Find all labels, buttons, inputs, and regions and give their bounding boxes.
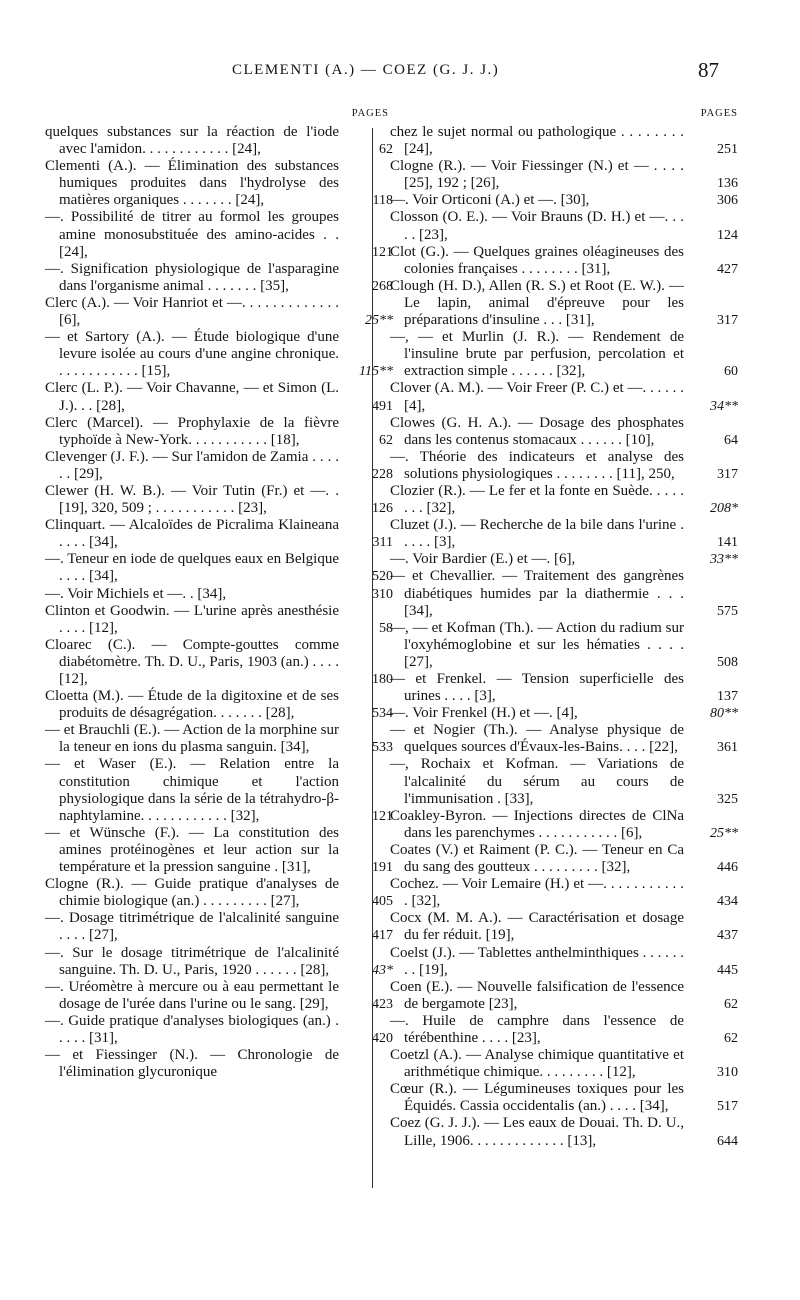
entry-page-number: 80** [710, 706, 738, 722]
entry-page-number: 405 [372, 894, 393, 910]
entry-text: —. Voir Orticoni (A.) et —. [30], [390, 192, 590, 209]
entry-page-number: 491 [372, 398, 393, 414]
entry-page-number: 180 [372, 672, 393, 687]
entry-page-number: 60 [724, 364, 738, 380]
entry-page-number: 62 [724, 996, 738, 1012]
index-entry [390, 380, 740, 414]
entry-page-number: 306 [717, 193, 738, 209]
entry-text: —. Teneur en iode de quelques eaux en Belgique . . . . [34], [45, 551, 339, 585]
entry-text: Cloetta (M.). — Étude de la digitoxine et de ses produits de désagrégation. . . . . . . [28], [45, 688, 339, 722]
index-entry [390, 945, 740, 979]
entry-text: — et Frenkel. — Tension superficielle des urines . . . . [3], [390, 671, 684, 705]
index-entry [390, 124, 740, 158]
entry-text: — et Waser (E.). — Relation entre la constitution chimique et l'action physiologique dans la série de la tétrahydro-β-naphtylamine. . . . . . . . . . . . [32], [45, 756, 339, 824]
right-column [390, 108, 740, 1150]
index-entry [390, 671, 740, 705]
index-entry [45, 415, 395, 449]
entry-text: Coetzl (A.). — Analyse chimique quantitative et arithmétique chimique. . . . . . . . . [12], [390, 1047, 684, 1081]
index-entry [45, 1013, 395, 1047]
index-entry [390, 620, 740, 671]
pages-label: PAGES [700, 108, 738, 119]
entry-page-number: 62 [379, 142, 393, 158]
index-entry [390, 551, 740, 568]
index-entry [45, 124, 395, 158]
index-entry [45, 945, 395, 979]
entry-page-number: 62 [724, 1030, 738, 1046]
index-entry [45, 551, 395, 585]
index-entry [390, 1115, 740, 1149]
entry-page-number: 575 [717, 603, 738, 619]
index-entry [390, 842, 740, 876]
index-entry [390, 876, 740, 910]
index-entry [390, 910, 740, 944]
entry-text: Clewer (H. W. B.). — Voir Tutin (Fr.) et —. . [19], 320, 509 ; . . . . . . . . . . . [23], [45, 482, 339, 517]
entry-page-number: 25** [365, 313, 393, 329]
entry-text: —. Guide pratique d'analyses biologiques (an.) . . . . . [31], [45, 1012, 339, 1046]
entry-page-number: 118 [372, 193, 393, 209]
index-entry [390, 244, 740, 278]
entry-page-number: 115** [359, 364, 393, 380]
entry-text: Clerc (A.). — Voir Hanriot et —. . . . . . . . . . . . . [6], [45, 294, 339, 329]
entry-text: Cocx (M. M. A.). — Caractérisation et dosage du fer réduit. [19], [390, 910, 684, 944]
entry-page-number: 121 [372, 244, 393, 260]
entry-text: Cœur (R.). — Légumineuses toxiques pour les Équidés. Cassia occidentalis (an.) . . . . [34], [390, 1081, 684, 1115]
entry-text: Clowes (G. H. A.). — Dosage des phosphates dans les contenus stomacaux . . . . . . [10], [390, 414, 684, 448]
entry-page-number: 33** [710, 552, 738, 568]
entry-text: — et Fiessinger (N.). — Chronologie de l'élimination glycuronique [45, 1047, 339, 1081]
index-entry [45, 449, 395, 483]
index-entry [45, 910, 395, 944]
entry-text: —, — et Kofman (Th.). — Action du radium sur l'oxyhémoglobine et sur les hématies . . . . [27], [390, 619, 684, 670]
entry-text: Coen (E.). — Nouvelle falsification de l'essence de bergamote [23], [390, 978, 684, 1012]
entry-page-number: 423 [372, 996, 393, 1012]
running-head: CLEMENTI (A.) — COEZ (G. J. J.) [232, 62, 500, 78]
index-entry [45, 295, 395, 329]
entry-page-number: 62 [379, 432, 393, 448]
index-entry [45, 756, 395, 824]
entry-page-number: 310 [372, 586, 393, 602]
index-entry [390, 722, 740, 756]
entry-text: Clogne (R.). — Guide pratique d'analyses de chimie biologique (an.) . . . . . . . . . [27], [45, 876, 339, 910]
running-header [0, 58, 800, 92]
entry-text: — et Chevallier. — Traitement des gangrènes diabétiques humides par la diathermie . . . [34], [390, 568, 684, 619]
index-entry [45, 483, 395, 517]
entry-text: Clough (H. D.), Allen (R. S.) et Root (E. W.). — Le lapin, animal d'épreuve pour les préparations d'insuline . . . [31], [390, 277, 684, 329]
entry-text: Closson (O. E.). — Voir Brauns (D. H.) et —. . . . . [23], [390, 209, 684, 243]
entry-text: Coakley-Byron. — Injections directes de ClNa dans les parenchymes . . . . . . . . . . . [6], [390, 807, 684, 841]
entry-page-number: 437 [717, 928, 738, 944]
entry-text: Cloarec (C.). — Compte-gouttes comme diabétomètre. Th. D. U., Paris, 1903 (an.) . . . . [12], [45, 636, 339, 687]
index-entry [390, 1013, 740, 1047]
index-entry [45, 380, 395, 414]
entry-text: Clot (G.). — Quelques graines oléagineuses des colonies françaises . . . . . . . . [31], [390, 243, 684, 277]
entry-page-number: 317 [717, 466, 738, 482]
entry-text: —. Théorie des indicateurs et analyse des solutions physiologiques . . . . . . . . [11], 250, [390, 448, 684, 482]
entry-text: — et Sartory (A.). — Étude biologique d'une levure isolée au cours d'une angine chronique. . . . . . . . . . . . [15], [45, 329, 339, 380]
entry-text: quelques substances sur la réaction de l'iode avec l'amidon. . . . . . . . . . . . [24], [45, 124, 339, 158]
entry-page-number: 64 [724, 432, 738, 448]
index-entry [45, 261, 395, 295]
entry-page-number: 533 [372, 740, 393, 756]
index-entry [390, 278, 740, 329]
index-entry [390, 808, 740, 842]
entry-text: —. Voir Bardier (E.) et —. [6], [390, 551, 576, 568]
entry-page-number: 434 [717, 894, 738, 910]
entry-text: Coelst (J.). — Tablettes anthelminthiques . . . . . . . . [19], [390, 944, 684, 978]
entry-text: —. Voir Michiels et —. . [34], [45, 585, 227, 602]
entry-page-number: 43* [372, 962, 393, 978]
entry-page-number: 136 [717, 176, 738, 192]
entry-page-number: 208* [710, 501, 738, 517]
index-entry [390, 979, 740, 1013]
entry-text: —. Possibilité de titrer au formol les groupes amine monosubstituée des amino-acides . . [24], [45, 209, 339, 260]
entry-page-number: 534 [372, 706, 393, 722]
entry-text: — et Nogier (Th.). — Analyse physique de quelques sources d'Évaux-les-Bains. . . . [22], [390, 722, 684, 756]
entry-text: —, — et Murlin (J. R.). — Rendement de l'insuline brute par perfusion, percolation et extraction simple . . . . . . [32], [390, 329, 684, 380]
index-entry [45, 517, 395, 551]
entry-text: Clinton et Goodwin. — L'urine après anesthésie . . . . [12], [45, 602, 339, 636]
entry-page-number: 420 [372, 1030, 393, 1046]
entry-page-number: 126 [372, 501, 393, 517]
index-entry [45, 1047, 395, 1081]
entry-text: —. Huile de camphre dans l'essence de térébenthine . . . . [23], [390, 1012, 684, 1046]
entry-page-number: 508 [717, 654, 738, 670]
entry-page-number: 121 [372, 808, 393, 824]
index-entry [45, 688, 395, 722]
index-entry [390, 756, 740, 807]
entry-page-number: 317 [717, 313, 738, 329]
entry-page-number: 520 [372, 569, 393, 585]
entry-text: —. Dosage titrimétrique de l'alcalinité sanguine . . . . [27], [45, 910, 339, 944]
entry-list [390, 124, 740, 1150]
index-entry [390, 1081, 740, 1115]
entry-text: —. Voir Frenkel (H.) et —. [4], [390, 705, 578, 722]
index-entry [390, 209, 740, 243]
entry-page-number: 427 [717, 261, 738, 277]
entry-text: Clementi (A.). — Élimination des substances humiques produites dans l'hydrolyse des matières organiques . . . . . . . [24], [45, 158, 339, 209]
entry-page-number: 25** [710, 825, 738, 841]
index-entry [390, 517, 740, 551]
entry-text: —. Signification physiologique de l'asparagine dans l'organisme animal . . . . . . . [35], [45, 260, 339, 294]
entry-page-number: 446 [717, 860, 738, 876]
index-entry [45, 979, 395, 1013]
index-entry [390, 483, 740, 517]
entry-text: Clogne (R.). — Voir Fiessinger (N.) et — . . . . [25], 192 ; [26], [390, 158, 684, 192]
index-entry [390, 1047, 740, 1081]
entry-page-number: 644 [717, 1133, 738, 1149]
index-entry [45, 876, 395, 910]
pages-label: PAGES [351, 108, 389, 119]
index-entry [390, 415, 740, 449]
index-entry [45, 825, 395, 876]
entry-text: Clozier (R.). — Le fer et la fonte en Suède. . . . . . . . [32], [390, 482, 684, 517]
index-entry [45, 603, 395, 637]
index-entry [45, 586, 395, 603]
entry-text: Clerc (Marcel). — Prophylaxie de la fièvre typhoïde à New-York. . . . . . . . . . . [18], [45, 414, 339, 448]
index-entry [45, 158, 395, 209]
entry-text: Cochez. — Voir Lemaire (H.) et —. . . . . . . . . . . . [32], [390, 876, 684, 910]
entry-text: Clevenger (J. F.). — Sur l'amidon de Zamia . . . . . . [29], [45, 448, 339, 482]
entry-page-number: 311 [372, 535, 393, 551]
entry-page-number: 58 [379, 620, 393, 636]
entry-page-number: 124 [717, 227, 738, 243]
entry-page-number: 445 [717, 962, 738, 978]
index-entry [45, 329, 395, 380]
entry-text: Coez (G. J. J.). — Les eaux de Douai. Th. D. U., Lille, 1906. . . . . . . . . . . . . [13], [390, 1115, 684, 1149]
index-entry [45, 722, 395, 756]
entry-text: —, Rochaix et Kofman. — Variations de l'alcalinité du sérum au cours de l'immunisation . [33], [390, 756, 684, 807]
entry-text: — et Wünsche (F.). — La constitution des amines protéinogènes et leur action sur la température et la pression sanguine . [31], [45, 824, 339, 876]
entry-text: — et Brauchli (E.). — Action de la morphine sur la teneur en ions du plasma sanguin. [34], [45, 722, 339, 756]
entry-page-number: 361 [717, 740, 738, 756]
entry-page-number: 191 [372, 860, 393, 876]
index-entry [390, 329, 740, 380]
entry-page-number: 34** [710, 398, 738, 414]
entry-page-number: 268 [372, 278, 393, 294]
entry-text: Coates (V.) et Raiment (P. C.). — Teneur en Ca du sang des goutteux . . . . . . . . . [32], [390, 841, 684, 876]
entry-text: Clinquart. — Alcaloïdes de Picralima Klaineana . . . . [34], [45, 517, 339, 551]
page-number: 87 [698, 58, 719, 82]
index-entry [390, 158, 740, 192]
entry-page-number: 417 [372, 928, 393, 944]
entry-page-number: 141 [717, 535, 738, 551]
entry-page-number: 251 [717, 142, 738, 158]
entry-page-number: 310 [717, 1065, 738, 1081]
index-entry [390, 192, 740, 209]
entry-text: chez le sujet normal ou pathologique . . . . . . . . [24], [390, 124, 684, 158]
entry-text: Cluzet (J.). — Recherche de la bile dans l'urine . . . . . [3], [390, 517, 684, 551]
entry-text: Clerc (L. P.). — Voir Chavanne, — et Simon (L. J.). . . [28], [45, 380, 339, 414]
entry-text: Clover (A. M.). — Voir Freer (P. C.) et —. . . . . . [4], [390, 380, 684, 414]
left-column [45, 108, 395, 1081]
index-entry [390, 449, 740, 483]
index-entry [390, 705, 740, 722]
entry-page-number: 517 [717, 1099, 738, 1115]
entry-page-number: 325 [717, 791, 738, 807]
entry-text: —. Sur le dosage titrimétrique de l'alcalinité sanguine. Th. D. U., Paris, 1920 . . . . . . [28], [45, 944, 339, 978]
entry-text: —. Uréomètre à mercure ou à eau permettant le dosage de l'urée dans l'urine ou le sang. [29], [45, 978, 339, 1012]
index-entry [45, 209, 395, 260]
entry-page-number: 228 [372, 466, 393, 482]
index-entry [45, 637, 395, 688]
entry-list [45, 124, 395, 1081]
entry-page-number: 137 [717, 689, 738, 705]
index-entry [390, 568, 740, 619]
